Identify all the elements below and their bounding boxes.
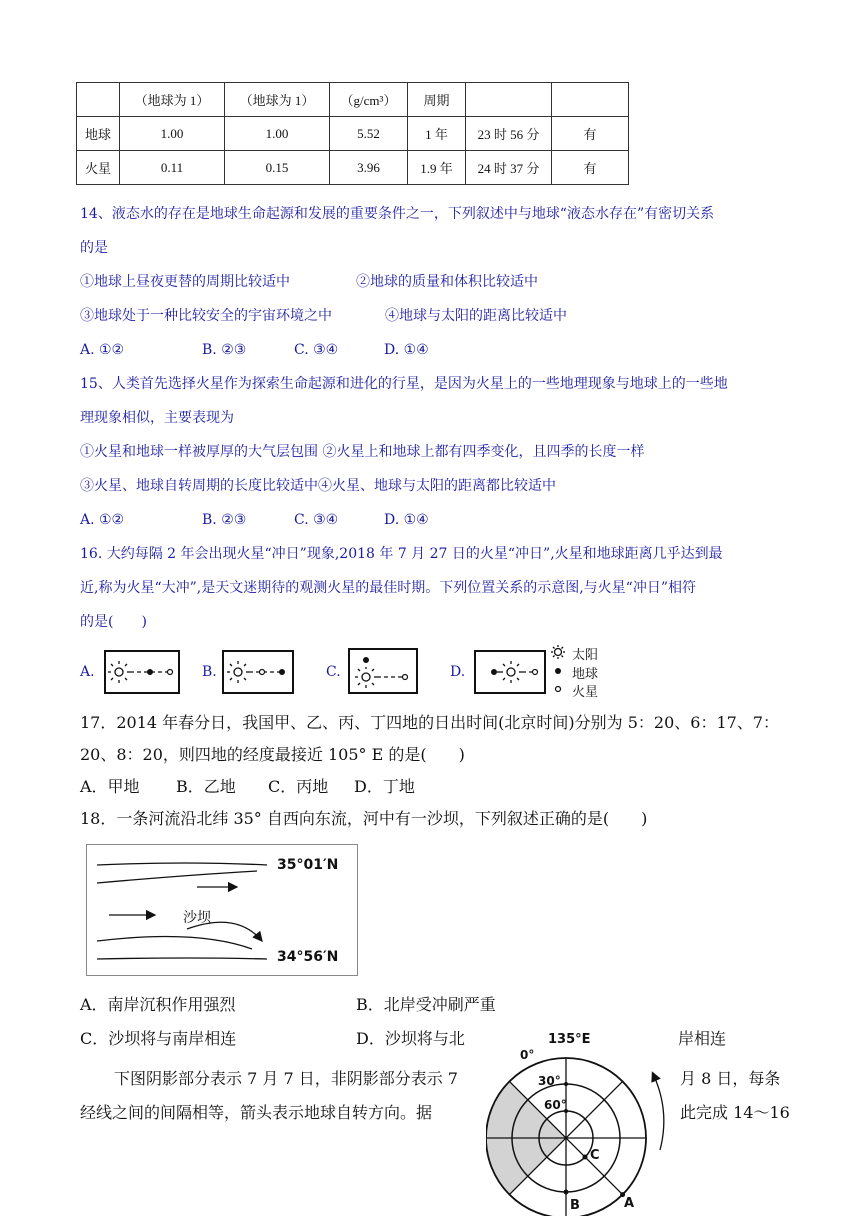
q14-choice-a: A. ①② <box>80 342 125 358</box>
intro-line2-right: 此完成 14～16 <box>680 1103 790 1122</box>
table-cell: 23 时 56 分 <box>466 117 552 151</box>
table-cell: 有 <box>552 117 629 151</box>
table-cell: 1.00 <box>120 117 225 151</box>
point-b-label: B <box>570 1198 580 1213</box>
q18-stem: 18．一条河流沿北纬 35° 自西向东流，河中有一沙坝，下列叙述正确的是( ) <box>80 809 648 828</box>
q16-label-a: A. <box>80 664 95 680</box>
q17-stem-line2: 20、8：20，则四地的经度最接近 105° E 的是( ) <box>80 745 465 764</box>
q14-option-2: ②地球的质量和体积比较适中 <box>356 274 538 290</box>
q17-stem-line1: 17．2014 年春分日，我国甲、乙、丙、丁四地的日出时间(北京时间)分别为 5：20、6：17、7： <box>80 713 779 732</box>
q14-option-3: ③地球处于一种比较安全的宇宙环境之中 <box>80 308 332 324</box>
q16-diagram-c-svg <box>350 650 416 692</box>
table-cell <box>77 83 120 117</box>
q17-choice-c: C．丙地 <box>268 777 329 796</box>
q14-option-4: ④地球与太阳的距离比较适中 <box>385 308 567 324</box>
q14-choice-b: B. ②③ <box>202 342 247 358</box>
table-cell: 5.52 <box>330 117 408 151</box>
q15-options-1-2: ①火星和地球一样被厚厚的大气层包围 ②火星上和地球上都有四季变化，且四季的长度一样 <box>80 444 645 460</box>
lat-label-60: 60° <box>544 1098 567 1112</box>
planet-data-table <box>76 82 629 185</box>
meridian-label-135e: 135°E <box>548 1032 591 1047</box>
q18-choice-b: B．北岸受冲刷严重 <box>356 995 496 1014</box>
q15-stem-line2: 理现象相似，主要表现为 <box>80 410 234 426</box>
table-cell: 1.00 <box>225 117 330 151</box>
sandbar-label: 沙坝 <box>183 910 211 926</box>
q15-choice-a: A. ①② <box>80 512 125 528</box>
table-cell <box>552 83 629 117</box>
table-cell: 0.11 <box>120 151 225 185</box>
table-row <box>77 151 629 185</box>
table-cell: 周期 <box>408 83 466 117</box>
river-diagram <box>86 844 358 976</box>
rotation-arrow-icon <box>644 1068 674 1158</box>
q16-diagram-a <box>104 650 180 694</box>
legend-sun-label: 太阳 <box>572 648 599 663</box>
q15-choice-c: C. ③④ <box>294 512 339 528</box>
q18-choice-a: A．南岸沉积作用强烈 <box>80 995 236 1014</box>
q15-choice-d: D. ①④ <box>384 512 429 528</box>
q16-stem-line2: 近,称为火星“大冲”,是天文迷期待的观测火星的最佳时期。下列位置关系的示意图,与火星“冲日”相符 <box>80 580 696 596</box>
table-cell: 24 时 37 分 <box>466 151 552 185</box>
table-cell: 0.15 <box>225 151 330 185</box>
lat-top-label: 35°01′N <box>277 857 339 873</box>
q18-choice-d-part1: D．沙坝将与北 <box>356 1029 465 1048</box>
polar-diagram-svg <box>486 1030 658 1216</box>
intro-line1-left: 下图阴影部分表示 7 月 7 日，非阴影部分表示 7 <box>114 1069 458 1088</box>
q15-choice-b: B. ②③ <box>202 512 247 528</box>
q16-legend-icons <box>550 643 568 699</box>
table-cell <box>466 83 552 117</box>
lat-label-30: 30° <box>538 1074 561 1088</box>
table-row <box>77 83 629 117</box>
q14-choice-c: C. ③④ <box>294 342 339 358</box>
q16-label-c: C. <box>326 664 341 680</box>
polar-diagram <box>486 1030 658 1216</box>
table-cell: 火星 <box>77 151 120 185</box>
q18-choice-d-part2: 岸相连 <box>678 1029 727 1048</box>
q17-choice-a: A．甲地 <box>80 777 140 796</box>
q14-stem-line2: 的是 <box>80 240 108 256</box>
q17-choice-b: B．乙地 <box>176 777 236 796</box>
table-cell: 有 <box>552 151 629 185</box>
lat-label-0: 0° <box>520 1048 535 1062</box>
table-cell: 1.9 年 <box>408 151 466 185</box>
q14-option-1: ①地球上昼夜更替的周期比较适中 <box>80 274 290 290</box>
lat-bottom-label: 34°56′N <box>277 949 339 965</box>
q16-diagram-b <box>222 650 294 694</box>
q16-stem-line3: 的是( ) <box>80 614 147 630</box>
q16-stem-line1: 16. 大约每隔 2 年会出现火星“冲日”现象,2018 年 7 月 27 日的火星“冲日”,火星和地球距离几乎达到最 <box>80 546 723 562</box>
table-cell: 地球 <box>77 117 120 151</box>
q15-options-3-4: ③火星、地球自转周期的长度比较适中④火星、地球与太阳的距离都比较适中 <box>80 478 556 494</box>
intro-line2-left: 经线之间的间隔相等，箭头表示地球自转方向。据 <box>80 1103 433 1122</box>
legend-earth-label: 地球 <box>572 667 599 682</box>
legend-mars-label: 火星 <box>572 685 599 700</box>
q16-diagram-c <box>348 648 418 694</box>
table-row <box>77 117 629 151</box>
table-cell: （地球为 1） <box>225 83 330 117</box>
point-c-label: C <box>590 1148 600 1163</box>
table-cell: （g/cm³） <box>330 83 408 117</box>
q16-diagram-d-svg <box>476 652 544 692</box>
q16-label-b: B. <box>202 664 217 680</box>
q15-stem-line1: 15、人类首先选择火星作为探索生命起源和进化的行星，是因为火星上的一些地理现象与地球上的一些地 <box>80 376 728 392</box>
q17-choice-d: D．丁地 <box>354 777 415 796</box>
q16-legend <box>550 643 650 699</box>
table-cell: 1 年 <box>408 117 466 151</box>
table-cell: （地球为 1） <box>120 83 225 117</box>
intro-line1-right: 月 8 日，每条 <box>680 1069 781 1088</box>
q18-choice-c: C．沙坝将与南岸相连 <box>80 1029 237 1048</box>
q16-label-d: D. <box>450 664 466 680</box>
point-a-label: A <box>624 1196 635 1211</box>
q14-choice-d: D. ①④ <box>384 342 429 358</box>
q16-diagram-d <box>474 650 546 694</box>
q16-diagram-b-svg <box>224 652 292 692</box>
table-cell: 3.96 <box>330 151 408 185</box>
q14-stem-line1: 14、液态水的存在是地球生命起源和发展的重要条件之一，下列叙述中与地球“液态水存在”有密切关系 <box>80 206 715 222</box>
q16-diagram-a-svg <box>106 652 178 692</box>
